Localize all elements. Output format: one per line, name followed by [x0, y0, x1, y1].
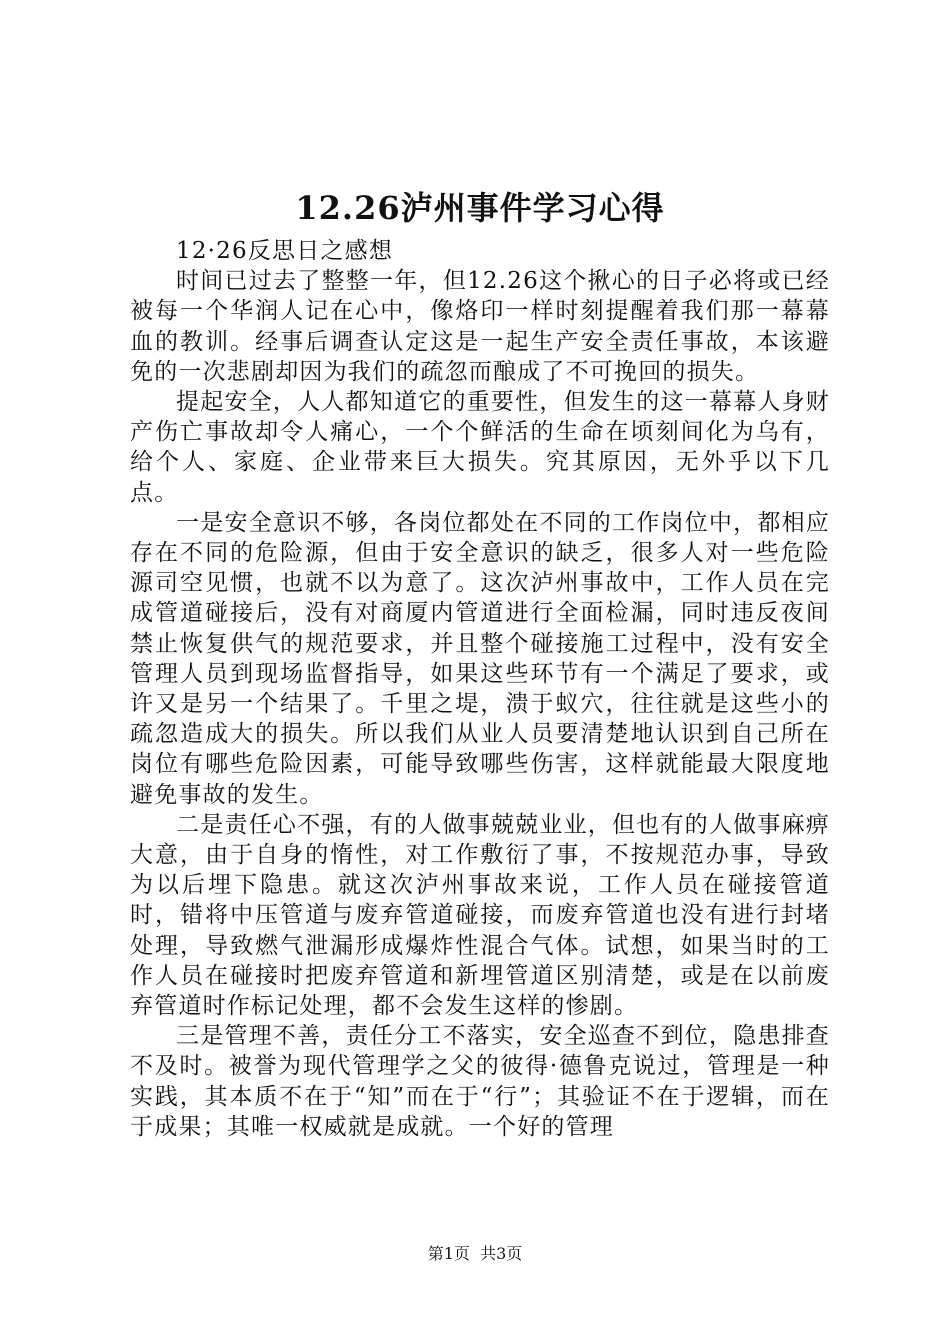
paragraph-4: 二是责任心不强，有的人做事兢兢业业，但也有的人做事麻痹大意，由于自身的惰性，对工作敷衍了事，不按规范办事，导致为以后埋下隐患。就这次泸州事故来说，工作人员在碰接管道时，错将中压管道与废弃管道碰接，而废弃管道也没有进行封堵处理，导致燃气泄漏形成爆炸性混合气体。试想，如果当时的工作人员在碰接时把废弃管道和新埋管道区别清楚，或是在以前废弃管道时作标记处理，都不会发生这样的惨剧。 — [130, 811, 830, 1020]
document-title: 12.26泸州事件学习心得 — [295, 189, 665, 227]
page-number-label: 第1页 共3页 — [427, 1244, 523, 1263]
document-body — [130, 236, 830, 1142]
paragraph-3: 一是安全意识不够，各岗位都处在不同的工作岗位中，都相应存在不同的危险源，但由于安全意识的缺乏，很多人对一些危险源司空见惯，也就不以为意了。这次泸州事故中，工作人员在完成管道碰接后，没有对商厦内管道进行全面检漏，同时违反夜间禁止恢复供气的规范要求，并且整个碰接施工过程中，没有安全管理人员到现场监督指导，如果这些环节有一个满足了要求，或许又是另一个结果了。千里之堤，溃于蚁穴，往往就是这些小的疏忽造成大的损失。所以我们从业人员要清楚地认识到自己所在岗位有哪些危险因素，可能导致哪些伤害，这样就能最大限度地避免事故的发生。 — [130, 509, 830, 808]
paragraph-5: 三是管理不善，责任分工不落实，安全巡查不到位，隐患排查不及时。被誉为现代管理学之父的彼得·德鲁克说过，管理是一种实践，其本质不在于“知”而在于“行”；其验证不在于逻辑，而在于成果；其唯一权威就是成就。一个好的管理 — [130, 1023, 830, 1140]
paragraph-1: 时间已过去了整整一年，但12.26这个揪心的日子必将或已经被每一个华润人记在心中，像烙印一样时刻提醒着我们那一幕幕血的教训。经事后调查认定这是一起生产安全责任事故，本该避免的一次悲剧却因为我们的疏忽而酿成了不可挽回的损失。 — [130, 268, 830, 385]
document-subtitle: 12·26反思日之感想 — [176, 238, 394, 264]
paragraph-2: 提起安全，人人都知道它的重要性，但发生的这一幕幕人身财产伤亡事故却令人痛心，一个个鲜活的生命在顷刻间化为乌有，给个人、家庭、企业带来巨大损失。究其原因，无外乎以下几点。 — [130, 389, 830, 506]
page-footer — [0, 1244, 950, 1264]
